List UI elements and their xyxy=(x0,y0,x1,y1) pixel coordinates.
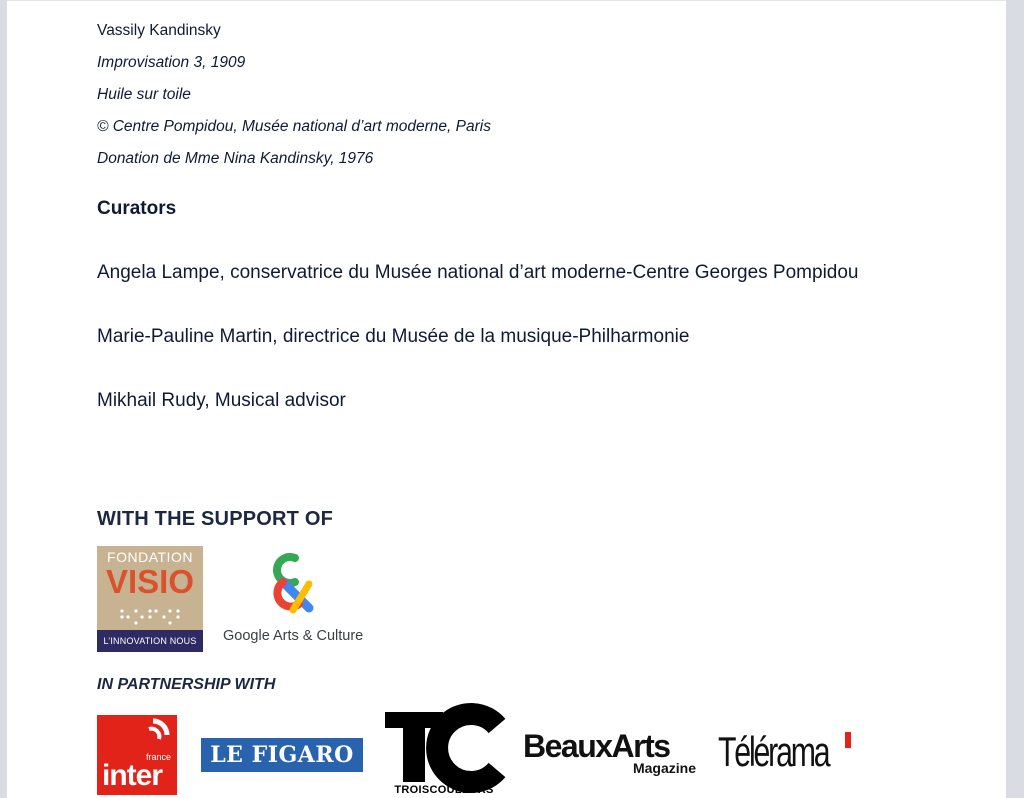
beaux-arts-main: BeauxArts xyxy=(523,728,670,764)
troiscouleurs-mark-icon xyxy=(385,712,503,784)
artwork-copyright: © Centre Pompidou, Musée national d’art moderne, Paris xyxy=(97,118,491,135)
telerama-accent-icon xyxy=(845,732,851,748)
fondation-visio-logo[interactable] xyxy=(97,546,203,668)
france-inter-mark-icon xyxy=(97,715,177,755)
artwork-credit xyxy=(97,15,491,175)
telerama-logo[interactable] xyxy=(718,728,858,784)
le-figaro-label: LE FIGARO xyxy=(210,742,354,768)
braille-dots-icon xyxy=(119,608,181,624)
artwork-title-year: Improvisation 3, 1909 xyxy=(97,54,246,71)
google-arts-culture-icon xyxy=(223,548,383,626)
google-arts-culture-logo[interactable] xyxy=(223,548,383,648)
beaux-arts-sub: Magazine xyxy=(632,760,696,776)
france-inter-big: inter xyxy=(102,759,163,792)
curator-item: Marie-Pauline Martin, directrice du Musée de la musique-Philharmonie xyxy=(97,326,690,347)
beaux-arts-logo[interactable] xyxy=(523,728,698,780)
left-page-rail xyxy=(0,0,7,798)
artwork-donation: Donation de Mme Nina Kandinsky, 1976 xyxy=(97,150,374,167)
support-heading: WITH THE SUPPORT OF xyxy=(97,508,334,530)
troiscouleurs-logo[interactable] xyxy=(385,712,503,798)
visio-tagline: L’INNOVATION NOUS GUIDE xyxy=(97,630,203,652)
troiscouleurs-label: TROISCOULEURS xyxy=(394,784,494,796)
artwork-medium: Huile sur toile xyxy=(97,86,191,103)
visio-line2: VISIO xyxy=(105,563,195,600)
france-inter-small: france xyxy=(146,752,172,762)
top-divider xyxy=(7,0,1006,1)
curator-item: Mikhail Rudy, Musical advisor xyxy=(97,390,346,411)
partnership-heading: IN PARTNERSHIP WITH xyxy=(97,676,276,693)
right-page-rail xyxy=(1006,0,1024,798)
artwork-artist: Vassily Kandinsky xyxy=(97,22,221,39)
google-arts-culture-label: Google Arts & Culture xyxy=(223,628,364,644)
france-inter-logo[interactable] xyxy=(97,715,177,795)
le-figaro-logo[interactable] xyxy=(201,738,363,772)
visio-line1: FONDATION xyxy=(107,549,193,565)
telerama-label: Télérama xyxy=(718,728,829,775)
curator-item: Angela Lampe, conservatrice du Musée national d’art moderne-Centre Georges Pompidou xyxy=(97,262,859,283)
curators-heading: Curators xyxy=(97,198,177,219)
